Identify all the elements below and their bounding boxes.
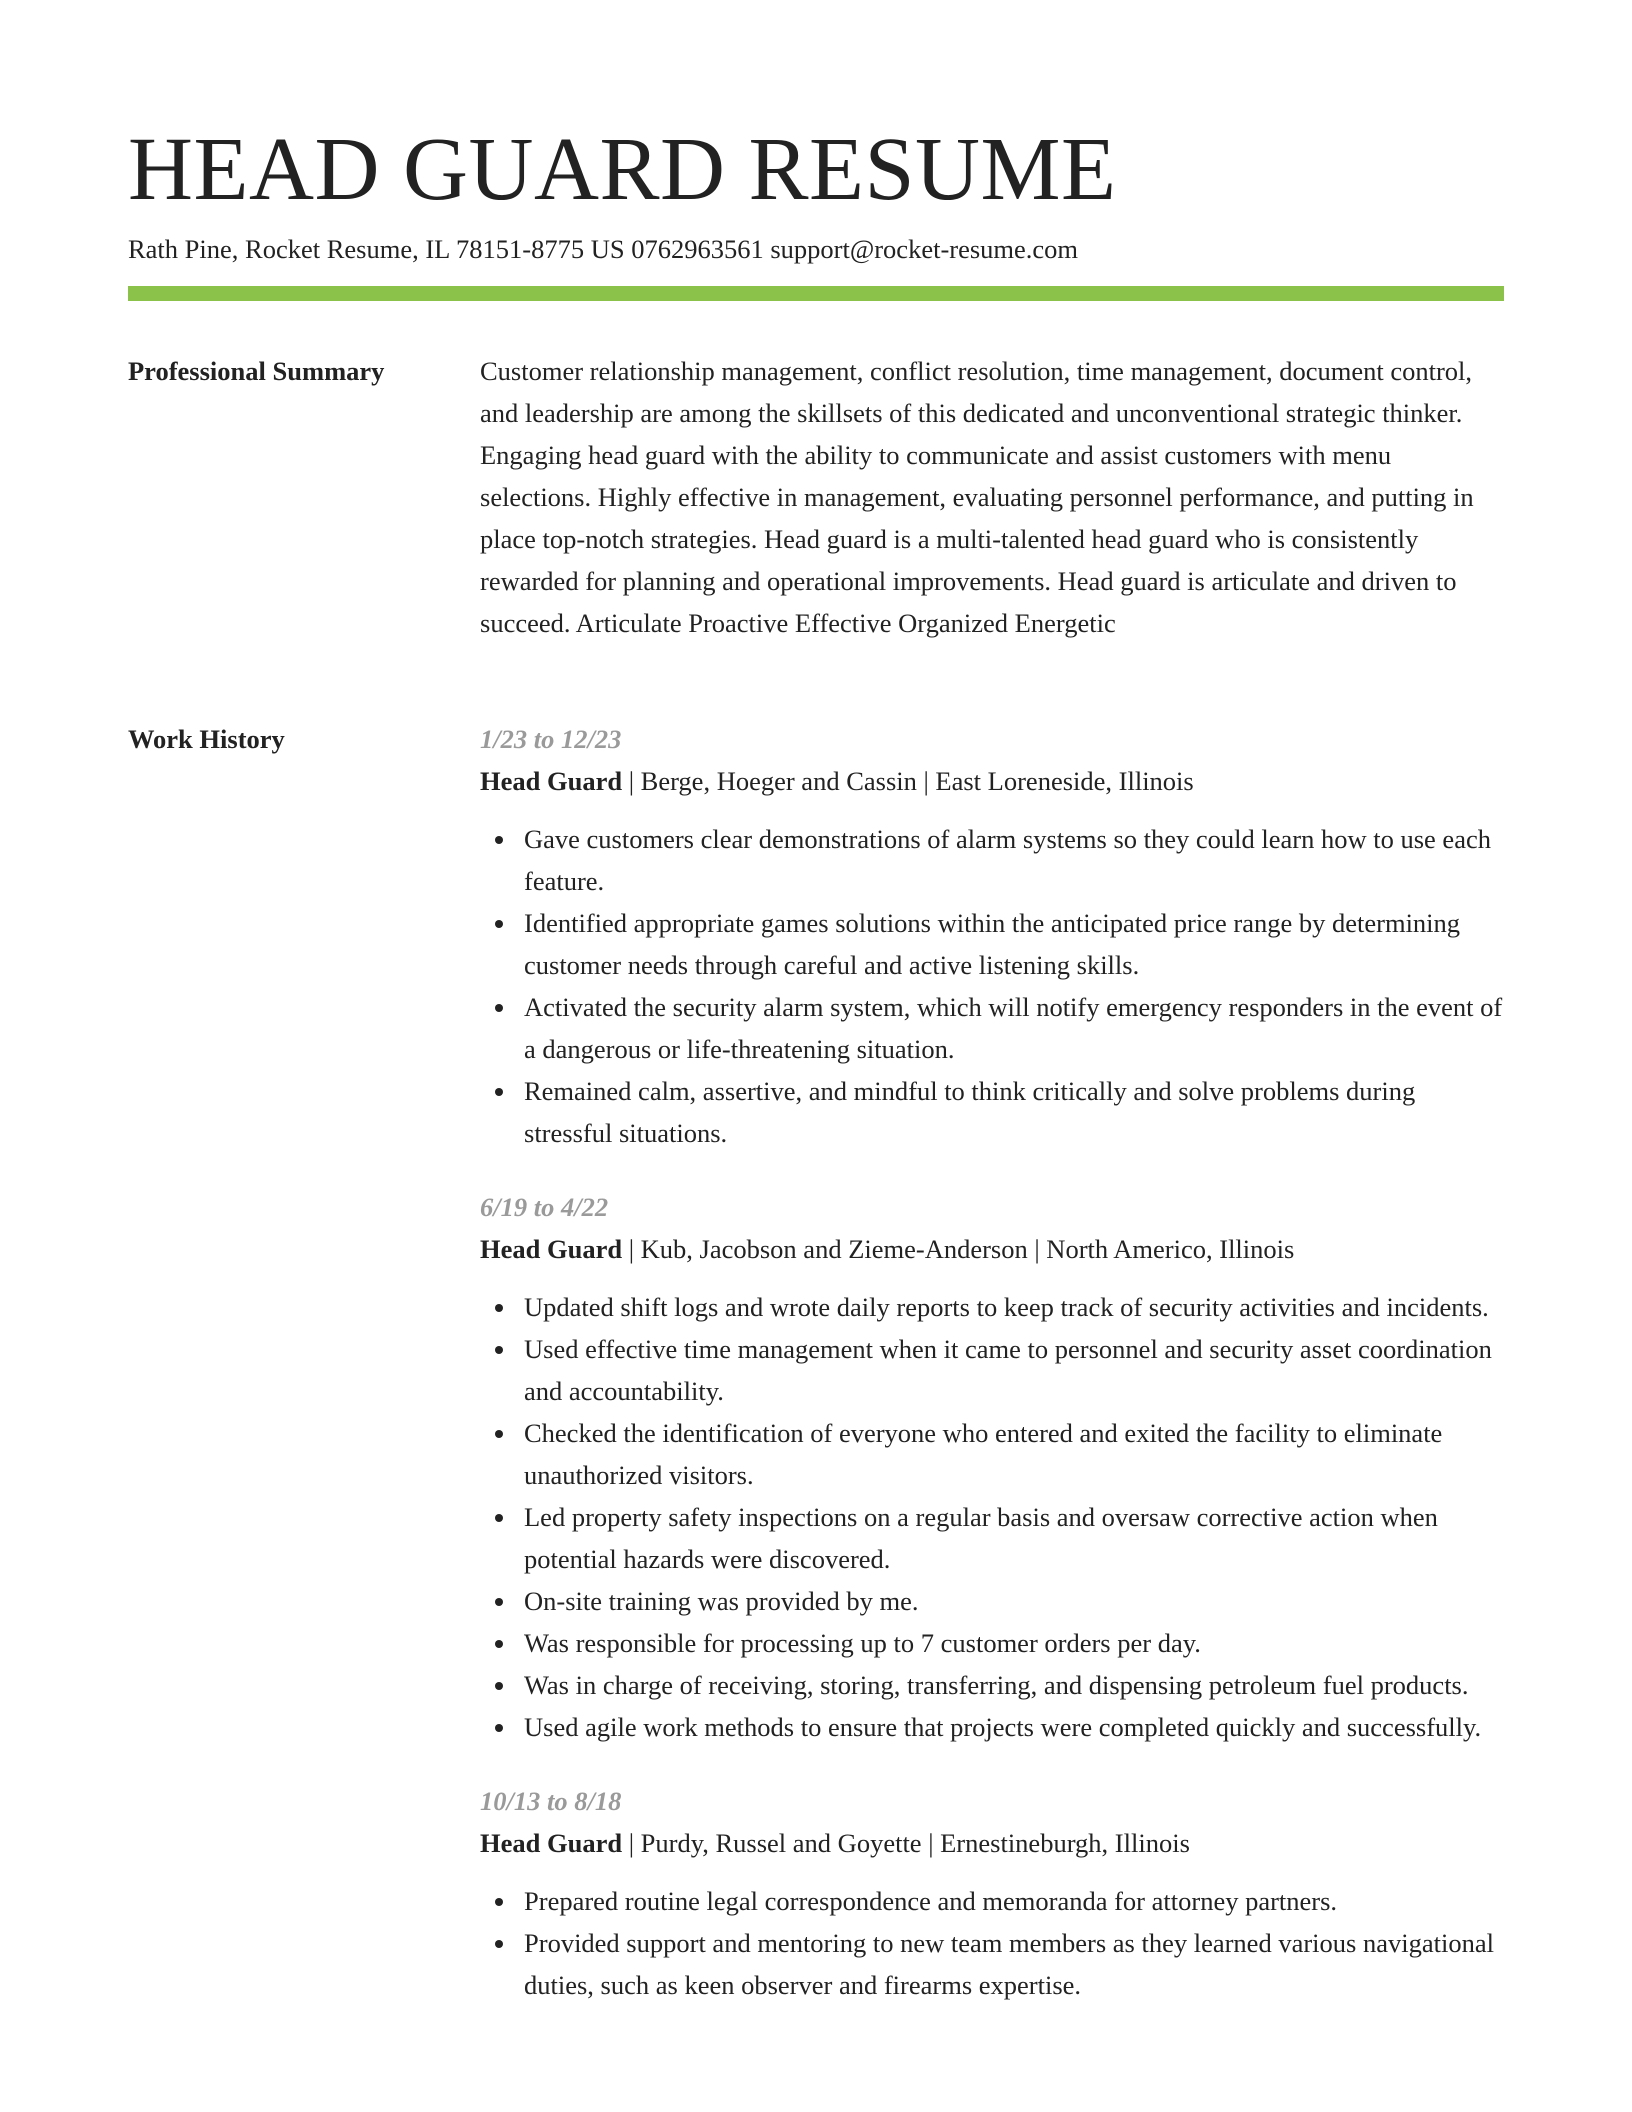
job-entry xyxy=(480,1780,1504,2006)
job-heading xyxy=(480,1822,1504,1864)
job-title: Head Guard xyxy=(480,1828,623,1858)
job-bullet: Provided support and mentoring to new team members as they learned various navigational duties, such as keen observer and firearms expertise. xyxy=(480,1922,1504,2006)
job-entry xyxy=(480,718,1504,1154)
job-bullet: Used agile work methods to ensure that projects were completed quickly and successfully. xyxy=(480,1706,1504,1748)
job-bullet-list xyxy=(480,818,1504,1154)
job-bullet: Activated the security alarm system, which will notify emergency responders in the event of a dangerous or life-threatening situation. xyxy=(480,986,1504,1070)
job-bullet: Updated shift logs and wrote daily reports to keep track of security activities and incidents. xyxy=(480,1286,1504,1328)
job-heading xyxy=(480,1228,1504,1270)
work-history-body xyxy=(480,718,1504,2038)
job-dates: 6/19 to 4/22 xyxy=(480,1192,609,1222)
job-bullet: Used effective time management when it came to personnel and security asset coordination and accountability. xyxy=(480,1328,1504,1412)
job-bullet: Was in charge of receiving, storing, transferring, and dispensing petroleum fuel products. xyxy=(480,1664,1504,1706)
job-bullet: Remained calm, assertive, and mindful to think critically and solve problems during stressful situations. xyxy=(480,1070,1504,1154)
job-entry xyxy=(480,1186,1504,1748)
job-bullet: Checked the identification of everyone who entered and exited the facility to eliminate unauthorized visitors. xyxy=(480,1412,1504,1496)
job-title: Head Guard xyxy=(480,1234,623,1264)
job-employer-location: | Purdy, Russel and Goyette | Ernestineburgh, Illinois xyxy=(622,1828,1190,1858)
job-title: Head Guard xyxy=(480,766,623,796)
job-dates: 10/13 to 8/18 xyxy=(480,1786,622,1816)
job-heading xyxy=(480,760,1504,802)
resume-title: HEAD GUARD RESUME xyxy=(128,120,1117,219)
summary-body xyxy=(480,350,1504,644)
job-bullet: Identified appropriate games solutions within the anticipated price range by determining customer needs through careful and active listening skills. xyxy=(480,902,1504,986)
job-bullet: Was responsible for processing up to 7 customer orders per day. xyxy=(480,1622,1504,1664)
job-bullet-list xyxy=(480,1286,1504,1748)
job-bullet: On-site training was provided by me. xyxy=(480,1580,1504,1622)
contact-line: Rath Pine, Rocket Resume, IL 78151-8775 US 0762963561 support@rocket-resume.com xyxy=(128,234,1079,264)
section-label-summary: Professional Summary xyxy=(128,356,385,386)
job-dates: 1/23 to 12/23 xyxy=(480,724,622,754)
job-bullet: Gave customers clear demonstrations of alarm systems so they could learn how to use each feature. xyxy=(480,818,1504,902)
job-bullet: Led property safety inspections on a regular basis and oversaw corrective action when potential hazards were discovered. xyxy=(480,1496,1504,1580)
accent-divider xyxy=(128,286,1504,301)
job-employer-location: | Kub, Jacobson and Zieme-Anderson | North Americo, Illinois xyxy=(622,1234,1295,1264)
job-bullet: Prepared routine legal correspondence and memoranda for attorney partners. xyxy=(480,1880,1504,1922)
job-bullet-list xyxy=(480,1880,1504,2006)
section-label-work: Work History xyxy=(128,724,285,754)
job-employer-location: | Berge, Hoeger and Cassin | East Loreneside, Illinois xyxy=(622,766,1194,796)
summary-text: Customer relationship management, conflict resolution, time management, document control, and leadership are among the skillsets of this dedicated and unconventional strategic thinker. Engaging head guard with the ability to communicate and assist customers with menu selections. Highly effective in management, evaluating personnel performance, and putting in place top-notch strategies. Head guard is a multi-talented head guard who is consistently rewarded for planning and operational improvements. Head guard is articulate and driven to succeed. Articulate Proactive Effective Organized Energetic xyxy=(480,356,1474,638)
